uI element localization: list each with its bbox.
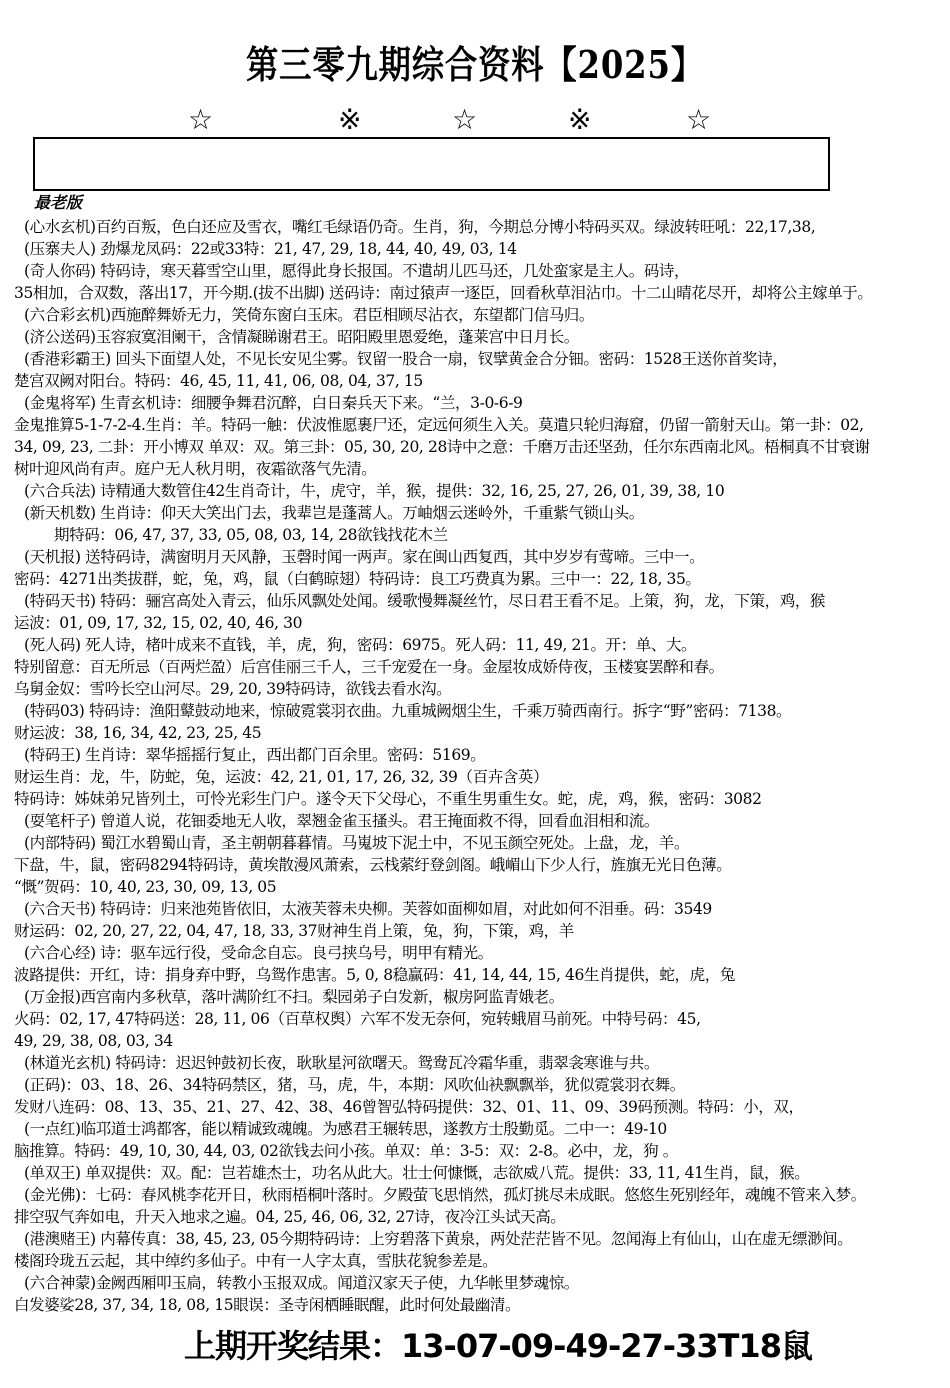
content-line: (特码03) 特码诗：渔阳鼙鼓动地来，惊破霓裳羽衣曲。九重城阙烟尘生，千乘万骑西南行。拆字“野”密码：7138。 — [24, 702, 792, 720]
reference-mark-icon: ※ — [338, 103, 362, 136]
content-line: 白发婆娑28, 37, 34, 18, 08, 15眼误：圣寺闲栖睡眠醒，此时何处最幽清。 — [14, 1296, 521, 1314]
content-line: 密码：4271出类拔群，蛇，兔，鸡，鼠（白鹤晾翅）特码诗：良工巧费真为累。三中一：22, 18, 35。 — [14, 570, 701, 588]
content-line: (内部特码) 蜀江水碧蜀山青，圣主朝朝暮暮情。马嵬坡下泥土中，不见玉颜空死处。上盘，龙，羊。 — [24, 834, 690, 852]
reference-mark-icon: ※ — [568, 103, 592, 136]
content-line: 34, 09, 23, 二卦：开小博双 单双：双。第三卦：05, 30, 20, 28诗中之意：千磨万击还坚劲，任尔东西南北风。梧桐真不甘衰谢 — [14, 438, 870, 456]
content-line: 乌舅金奴：雪吟长空山河尽。29, 20, 39特码诗，欲钱去看水沟。 — [14, 680, 452, 698]
content-line: 楼阁玲珑五云起，其中绰约多仙子。中有一人字太真，雪肤花貌参差是。 — [14, 1252, 498, 1270]
content-line: 运波：01, 09, 17, 32, 15, 02, 40, 46, 30 — [14, 614, 303, 632]
content-line: 特别留意：百无所忌（百两烂盈）后宫佳丽三千人，三千宠爱在一身。金屋妆成娇侍夜，玉楼宴罢醉和春。 — [14, 658, 724, 676]
content-line: 财运生肖：龙，牛，防蛇，兔，运波：42, 21, 01, 17, 26, 32, 39（百卉含英） — [14, 768, 549, 786]
content-line: (新天机数) 生肖诗：仰天大笑出门去，我辈岂是蓬蒿人。万岫烟云迷岭外，千重紫气锁山头。 — [24, 504, 644, 522]
content-line: (心水玄机)百约百叛，色白还应及雪衣，嘴红毛绿语仍奇。生肖，狗，今期总分博小特码买双。绿波转旺吼：22,17,38, — [24, 218, 816, 236]
content-line: “慨”贺码：10, 40, 23, 30, 09, 13, 05 — [14, 878, 277, 896]
content-line: (单双王) 单双提供：双。配：岂若雄杰士，功名从此大。壮士何慷慨，志欲威八荒。提供：33, 11, 41生肖，鼠，猴。 — [24, 1164, 810, 1182]
content-line: (天机报) 送特码诗，满窗明月天风静，玉磬时闻一两声。家在闽山西复西，其中岁岁有莺啼。三中一。 — [24, 548, 705, 566]
content-line: 35相加，合双数，落出17，开今期.(拔不出脚) 送码诗：南过猿声一逐臣，回看秋草泪沾巾。十二山晴花尽开，却将公主嫁单于。 — [14, 284, 873, 302]
content-line: 楚宫双阙对阳台。特码：46, 45, 11, 41, 06, 08, 04, 37, 15 — [14, 372, 423, 390]
content-line: (耍笔杆子) 曾道人说，花钿委地无人收，翠翘金雀玉搔头。君王掩面救不得，回看血泪相和流。 — [24, 812, 659, 830]
content-line: (金鬼将军) 生青玄机诗：细腰争舞君沉醉，白日秦兵天下来。“兰，3-0-6-9 — [24, 394, 523, 412]
content-line: (六合兵法) 诗精通大数管住42生肖奇计，牛，虎守，羊，猴，提供：32, 16, 25, 27, 26, 01, 39, 38, 10 — [24, 482, 725, 500]
content-line: 树叶迎风尚有声。庭户无人秋月明，夜霜欲落气先清。 — [14, 460, 377, 478]
content-line: (正码)：03、18、26、34特码禁区，猪，马，虎，牛，本期：风吹仙袂飘飘举，犹似霓裳羽衣舞。 — [24, 1076, 685, 1094]
content-line: (六合心经) 诗：驱车远行役，受命念自忘。良弓挟乌号，明甲有精光。 — [24, 944, 493, 962]
content-line: 49, 29, 38, 08, 03, 34 — [14, 1032, 173, 1050]
content-line: (六合彩玄机)西施醉舞娇无力，笑倚东窗白玉床。君臣相顾尽沾衣，东望都门信马归。 — [24, 306, 594, 324]
content-line: 波路提供：开红，诗：捐身弃中野，乌鸳作患害。5, 0, 8稳赢码：41, 14, 44, 15, 46生肖提供，蛇，虎，兔 — [14, 966, 735, 984]
content-line: 脑推算。特码：49, 10, 30, 44, 03, 02欲钱去问小孩。单双：单：3-5：双：2-8。必中，龙，狗 。 — [14, 1142, 678, 1160]
content-line: (港澳赌王) 内幕传真：38, 45, 23, 05今期特码诗：上穷碧落下黄泉，两处茫茫皆不见。忽闻海上有仙山，山在虚无缥渺间。 — [24, 1230, 853, 1248]
content-line: (林道光玄机) 特码诗：迟迟钟鼓初长夜，耿耿星河欲曙天。鸳鸯瓦冷霜华重，翡翠衾寒谁与共。 — [24, 1054, 659, 1072]
content-line: (死人码) 死人诗，楮叶成来不直钱，羊，虎，狗，密码：6975。死人码：11, 49, 21。开：单、大。 — [24, 636, 697, 654]
content-line: (奇人你码) 特码诗，寒天暮雪空山里，愿得此身长报国。不遣胡儿匹马还，几处蛮家是主人。码诗， — [24, 262, 690, 280]
content-line: 排空驭气奔如电，升天入地求之遍。04, 25, 46, 06, 32, 27诗，夜冷江头试天高。 — [14, 1208, 566, 1226]
content-line: (万金报)西宫南内多秋草，落叶满阶红不扫。梨园弟子白发新，椒房阿监青娥老。 — [24, 988, 564, 1006]
content-line: (特码天书) 特码：骊宫高处入青云，仙乐风飘处处闻。缓歌慢舞凝丝竹，尽日君王看不足。上策，狗，龙，下策，鸡，猴 — [24, 592, 826, 610]
header-box — [33, 137, 830, 191]
content-line: 期特码：06, 47, 37, 33, 05, 08, 03, 14, 28欲钱找花木兰 — [54, 526, 448, 544]
content-line: 金鬼推算5-1-7-2-4.生肖：羊。特码一触：伏波惟愿裹尸还，定远何须生入关。莫遣只轮归海窟，仍留一箭射天山。第一卦：02, — [14, 416, 864, 434]
content-line: 火码：02, 17, 47特码送：28, 11, 06（百草权舆）六军不发无奈何，宛转蛾眉马前死。中特号码：45, — [14, 1010, 701, 1028]
content-line: 特码诗：姊妹弟兄皆列土，可怜光彩生门户。遂令天下父母心，不重生男重生女。蛇，虎，鸡，猴，密码：3082 — [14, 790, 762, 808]
content-line: (香港彩霸王) 回头下面望人处，不见长安见尘雾。钗留一股合一扇，钗擘黄金合分钿。密码：1528王送你首奖诗， — [24, 350, 788, 368]
edition-label: 最老版 — [34, 193, 83, 212]
content-line: (金光佛)：七码：春风桃李花开日，秋雨梧桐叶落时。夕殿萤飞思悄然，孤灯挑尽未成眠。悠悠生死别经年，魂魄不管来入梦。 — [24, 1186, 866, 1204]
star-icon: ☆ — [686, 103, 712, 136]
last-draw-result: 上期开奖结果：13-07-09-49-27-33T18鼠 — [184, 1327, 812, 1365]
content-line: (济公送码)玉容寂寞泪阑干，含情凝睇谢君王。昭阳殿里恩爱绝，蓬莱宫中日月长。 — [24, 328, 579, 346]
content-line: 发财八连码：08、13、35、21、27、42、38、46曾智弘特码提供：32、01、11、09、39码预测。特码：小，双， — [14, 1098, 804, 1116]
content-line: (六合天书) 特码诗：归来池苑皆依旧，太液芙蓉未央柳。芙蓉如面柳如眉，对此如何不泪垂。码：3549 — [24, 900, 712, 918]
content-lines — [0, 216, 950, 1316]
content-line: 下盘，牛，鼠，密码8294特码诗，黄埃散漫风萧索，云栈萦纡登剑阁。峨嵋山下少人行，旌旗无光日色薄。 — [14, 856, 732, 874]
content-line: (六合神蒙)金阙西厢叩玉扃，转教小玉报双成。闻道汉家天子使，九华帐里梦魂惊。 — [24, 1274, 579, 1292]
page-title: 第三零九期综合资料【2025】 — [246, 42, 704, 87]
content-line: (压寨夫人) 劲爆龙凤码：22或33特：21, 47, 29, 18, 44, 40, 49, 03, 14 — [24, 240, 517, 258]
content-line: (特码王) 生肖诗：翠华摇摇行复止，西出都门百余里。密码：5169。 — [24, 746, 486, 764]
star-icon: ☆ — [188, 103, 214, 136]
content-line: 财运波：38, 16, 34, 42, 23, 25, 45 — [14, 724, 262, 742]
content-line: (一点红)临邛道士鸿都客，能以精诚致魂魄。为感君王辗转思，遂教方士殷勤觅。二中一：49-10 — [24, 1120, 667, 1138]
content-line: 财运码：02, 20, 27, 22, 04, 47, 18, 33, 37财神生肖上策，兔，狗，下策，鸡，羊 — [14, 922, 574, 940]
star-icon: ☆ — [452, 103, 478, 136]
